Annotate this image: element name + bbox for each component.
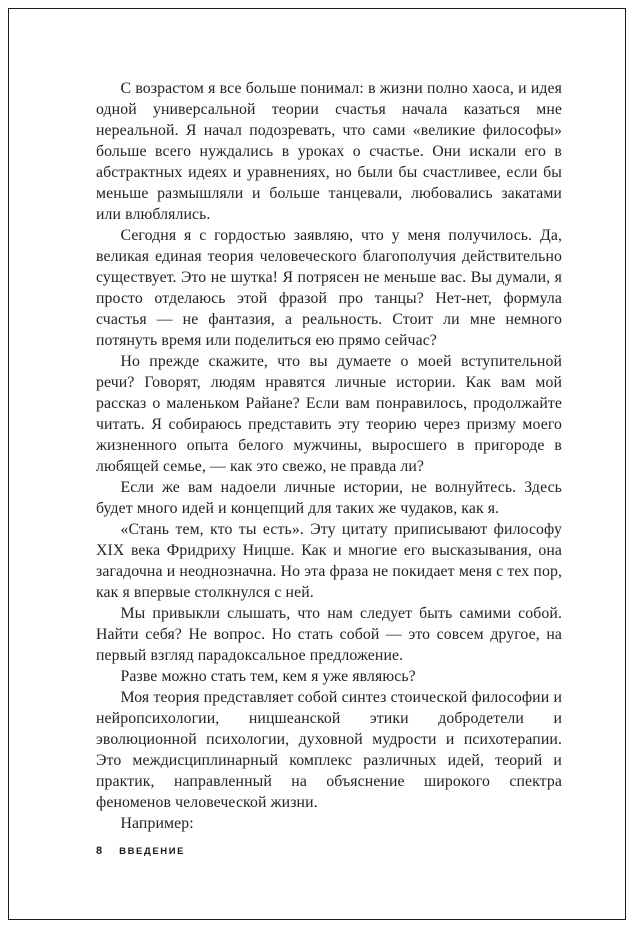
section-title: ВВЕДЕНИЕ bbox=[119, 846, 186, 857]
page-text-block bbox=[96, 78, 562, 834]
paragraph: «Стань тем, кто ты есть». Эту цитату приписывают философу XIX века Фридриху Ницше. Как и многие его высказывания, она загадочна и неоднозначна. Но эта фраза не покидает меня с тех пор, как я впервые столкнулся с ней. bbox=[96, 521, 562, 601]
paragraph: Но прежде скажите, что вы думаете о моей вступительной речи? Говорят, людям нравятся личные истории. Как вам мой рассказ о маленьком Райане? Если вам понравилось, продолжайте читать. Я собираюсь представить эту теорию через призму моего жизненного опыта белого мужчины, выросшего в пригороде в любящей семье, — как это свежо, не правда ли? bbox=[96, 353, 562, 475]
paragraph: Мы привыкли слышать, что нам следует быть самими собой. Найти себя? Не вопрос. Но стать собой — это совсем другое, на первый взгляд парадоксальное предложение. bbox=[96, 605, 562, 664]
paragraph: Моя теория представляет собой синтез стоической философии и нейропсихологии, ницшеанской этики добродетели и эволюционной психологии, духовной мудрости и психотерапии. Это междисциплинарный комплекс различных идей, теорий и практик, направленный на объяснение широкого спектра феноменов человеческой жизни. bbox=[96, 689, 562, 811]
paragraph: С возрастом я все больше понимал: в жизни полно хаоса, и идея одной универсальной теории счастья начала казаться мне нереальной. Я начал подозревать, что сами «великие философы» больше всего нуждались в уроках о счастье. Они искали его в абстрактных идеях и уравнениях, но были бы счастливее, если бы меньше размышляли и больше танцевали, любовались закатами или влюблялись. bbox=[96, 80, 562, 223]
paragraph: Если же вам надоели личные истории, не волнуйтесь. Здесь будет много идей и концепций для таких же чудаков, как я. bbox=[96, 479, 562, 517]
paragraph: Например: bbox=[120, 815, 194, 832]
paragraph: Разве можно стать тем, кем я уже являюсь? bbox=[120, 668, 416, 685]
page-number: 8 bbox=[96, 845, 103, 857]
page-footer bbox=[96, 845, 185, 857]
paragraph: Сегодня я с гордостью заявляю, что у меня получилось. Да, великая единая теория человеческого благополучия действительно существует. Это не шутка! Я потрясен не меньше вас. Вы думали, я просто отделаюсь этой фразой про танцы? Нет-нет, формула счастья — не фантазия, а реальность. Стоит ли мне немного потянуть время или поделиться ею прямо сейчас? bbox=[96, 227, 562, 349]
page-border bbox=[8, 8, 626, 920]
